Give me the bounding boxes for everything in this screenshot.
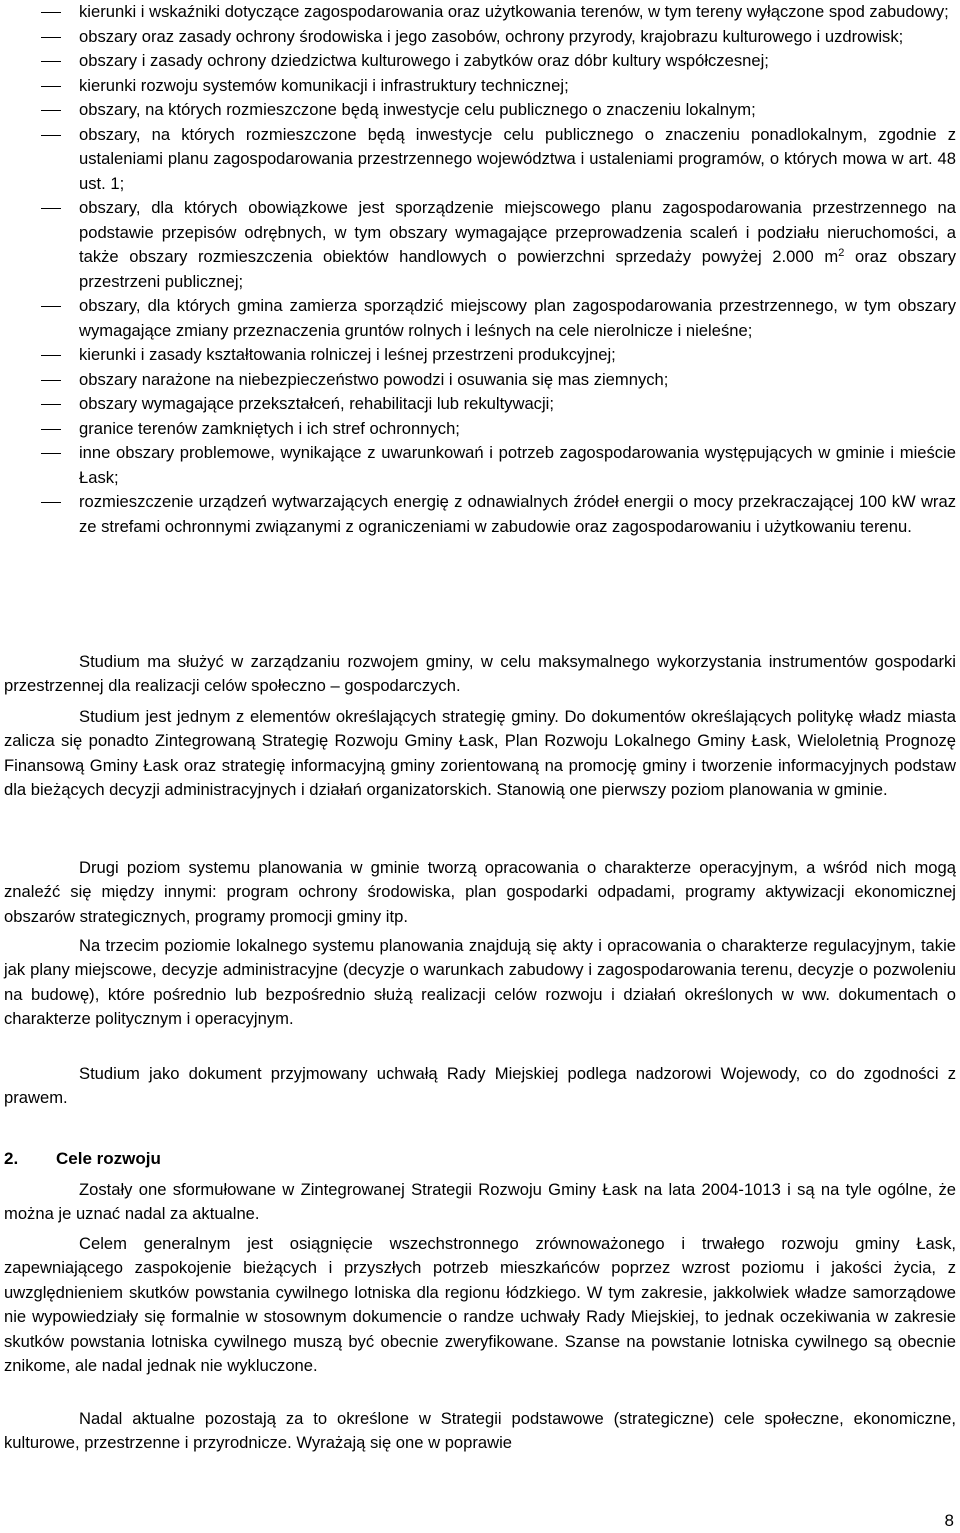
list-item-text: inne obszary problemowe, wynikające z uwarunkowań i potrzeb zagospodarowania występujących w gminie i mieście Łask; xyxy=(79,443,956,487)
dash-bullet-icon xyxy=(41,429,61,430)
paragraph: Studium ma służyć w zarządzaniu rozwojem gminy, w celu maksymalnego wykorzystania instrumentów gospodarki przestrzennej dla realizacji celów społeczno – gospodarczych. xyxy=(4,652,956,696)
list-item-text: obszary, na których rozmieszczone będą inwestycje celu publicznego o znaczeniu lokalnym; xyxy=(79,100,756,119)
dash-bullet-icon xyxy=(41,86,61,87)
list-item-text: obszary narażone na niebezpieczeństwo powodzi i osuwania się mas ziemnych; xyxy=(79,369,669,389)
section-number: 2. xyxy=(4,1149,19,1168)
dash-bullet-icon xyxy=(41,306,61,307)
list-item-text: kierunki rozwoju systemów komunikacji i infrastruktury technicznej; xyxy=(79,75,569,95)
list-item xyxy=(0,490,960,539)
dash-bullet-icon xyxy=(41,61,61,62)
paragraph: Studium jako dokument przyjmowany uchwałą Rady Miejskiej podlega nadzorowi Wojewody, co do zgodności z prawem. xyxy=(4,1064,956,1108)
list-item-text: kierunki i zasady kształtowania rolniczej i leśnej przestrzeni produkcyjnej; xyxy=(79,345,616,364)
section-heading xyxy=(4,1147,161,1171)
paragraph: Na trzecim poziomie lokalnego systemu planowania znajdują się akty i opracowania o charakterze regulacyjnym, takie jak plany miejscowe, decyzje administracyjne (decyzje o warunkach zabudowy i zagospodarowania terenu, decyzje o pozwoleniu na budowę), które pośrednio lub bezpośrednio służą realizacji celów rozwoju i działań określonych w ww. dokumentach o charakterze politycznym i operacyjnym. xyxy=(4,936,956,1029)
dash-bullet-icon xyxy=(41,453,61,454)
list-item-text: obszary oraz zasady ochrony środowiska i jego zasobów, ochrony przyrody, krajobrazu kulturowego i uzdrowisk; xyxy=(79,26,904,46)
list-item-text: obszary i zasady ochrony dziedzictwa kulturowego i zabytków oraz dóbr kultury współczesnej; xyxy=(79,51,769,70)
list-item xyxy=(0,294,960,343)
paragraph: Drugi poziom systemu planowania w gminie tworzą opracowania o charakterze operacyjnym, a wśród nich mogą znaleźć się między innymi: program ochrony środowiska, plan gospodarki odpadami, programy aktywizacji ekonomicznej obszarów strategicznych, programy promocji gminy itp. xyxy=(4,858,956,926)
section-title: Cele rozwoju xyxy=(56,1149,161,1168)
paragraph: Nadal aktualne pozostają za to określone w Strategii podstawowe (strategiczne) cele społeczne, ekonomiczne, kulturowe, przestrzenne i przyrodnicze. Wyrażają się one w poprawie xyxy=(4,1409,956,1453)
list-item-text xyxy=(79,198,956,291)
dash-bullet-icon xyxy=(41,12,61,13)
list-item-text: rozmieszczenie urządzeń wytwarzających energię z odnawialnych źródeł energii o mocy przekraczającej 100 kW wraz ze strefami ochronnymi związanymi z ograniczeniami w zabudowie oraz zagospodarowaniu i użytkowaniu terenu. xyxy=(79,492,956,536)
superscript: 2 xyxy=(838,247,845,259)
list-item-text: obszary, na których rozmieszczone będą inwestycje celu publicznego o znaczeniu ponadlokalnym, zgodnie z ustaleniami planu zagospodarowania przestrzennego województwa i ustaleniami programów, o których mowa w art. 48 ust. 1; xyxy=(79,124,956,193)
dash-bullet-icon xyxy=(41,110,61,111)
list-item xyxy=(0,417,960,442)
list-item xyxy=(0,25,960,50)
list-item xyxy=(0,98,960,123)
list-item xyxy=(0,123,960,197)
dash-bullet-icon xyxy=(41,404,61,405)
list-item-text: obszary wymagające przekształceń, rehabilitacji lub rekultywacji; xyxy=(79,394,554,413)
list-item xyxy=(0,441,960,490)
list-item xyxy=(0,196,960,294)
dash-bullet-icon xyxy=(41,37,61,38)
dash-bullet-icon xyxy=(41,208,61,209)
list-item-text: granice terenów zamkniętych i ich stref ochronnych; xyxy=(79,418,460,438)
dash-bullet-icon xyxy=(41,135,61,136)
paragraph: Celem generalnym jest osiągnięcie wszechstronnego zrównoważonego i trwałego rozwoju gminy Łask, zapewniającego zaspokojenie bieżących i przyszłych potrzeb mieszkańców poprzez wzrost poziomu i jakości życia, z uwzględnieniem skutków powstania cywilnego lotniska dla regionu łódzkiego. W tym zakresie, jakkolwiek władze samorządowe nie wypowiedziały się formalnie w stosownym dokumencie o randze uchwały Rady Miejskiej, to jednak oczekiwania w zakresie skutków powstania lotniska cywilnego muszą być obecnie zweryfikowane. Szanse na powstanie lotniska cywilnego są obecnie znikome, ale nadal jednak nie wykluczone. xyxy=(4,1234,956,1376)
dash-bullet-icon xyxy=(41,355,61,356)
dash-bullet-icon xyxy=(41,380,61,381)
requirements-list xyxy=(0,0,960,539)
list-item xyxy=(0,368,960,393)
page-number: 8 xyxy=(944,1511,954,1530)
list-item xyxy=(0,343,960,368)
list-item-text: kierunki i wskaźniki dotyczące zagospodarowania oraz użytkowania terenów, w tym tereny wyłączone spod zabudowy; xyxy=(79,2,949,21)
list-item xyxy=(0,392,960,417)
list-item-text: obszary, dla których gmina zamierza sporządzić miejscowy plan zagospodarowania przestrzennego, w tym obszary wymagające zmiany przeznaczenia gruntów rolnych i leśnych na cele nierolnicze i nieleśne; xyxy=(79,296,956,340)
list-item-text-before: obszary, dla których obowiązkowe jest sporządzenie miejscowego planu zagospodarowania przestrzennego na podstawie przepisów odrębnych, w tym obszary wymagające przeprowadzenia scaleń i podziału nieruchomości, a także obszary rozmieszczenia obiektów handlowych o powierzchni sprzedaży powyżej 2.000 m xyxy=(79,198,956,266)
list-item-text-after: oraz obszary przestrzeni publicznej; xyxy=(79,247,956,291)
dash-bullet-icon xyxy=(41,502,61,503)
list-item xyxy=(0,49,960,74)
paragraph: Studium jest jednym z elementów określających strategię gminy. Do dokumentów określających politykę władz miasta zalicza się ponadto Zintegrowaną Strategię Rozwoju Gminy Łask, Plan Rozwoju Lokalnego Gminy Łask, Wieloletnią Prognozę Finansową Gminy Łask oraz strategię informacyjną gminy zorientowaną na promocję gminy i tworzenie informacyjnych podstaw dla bieżących decyzji administracyjnych i działań organizatorskich. Stanowią one pierwszy poziom planowania w gminie. xyxy=(4,707,956,800)
list-item xyxy=(0,0,960,25)
paragraph: Zostały one sformułowane w Zintegrowanej Strategii Rozwoju Gminy Łask na lata 2004-1013 i są na tyle ogólne, że można je uznać nadal za aktualne. xyxy=(4,1180,956,1224)
list-item xyxy=(0,74,960,99)
